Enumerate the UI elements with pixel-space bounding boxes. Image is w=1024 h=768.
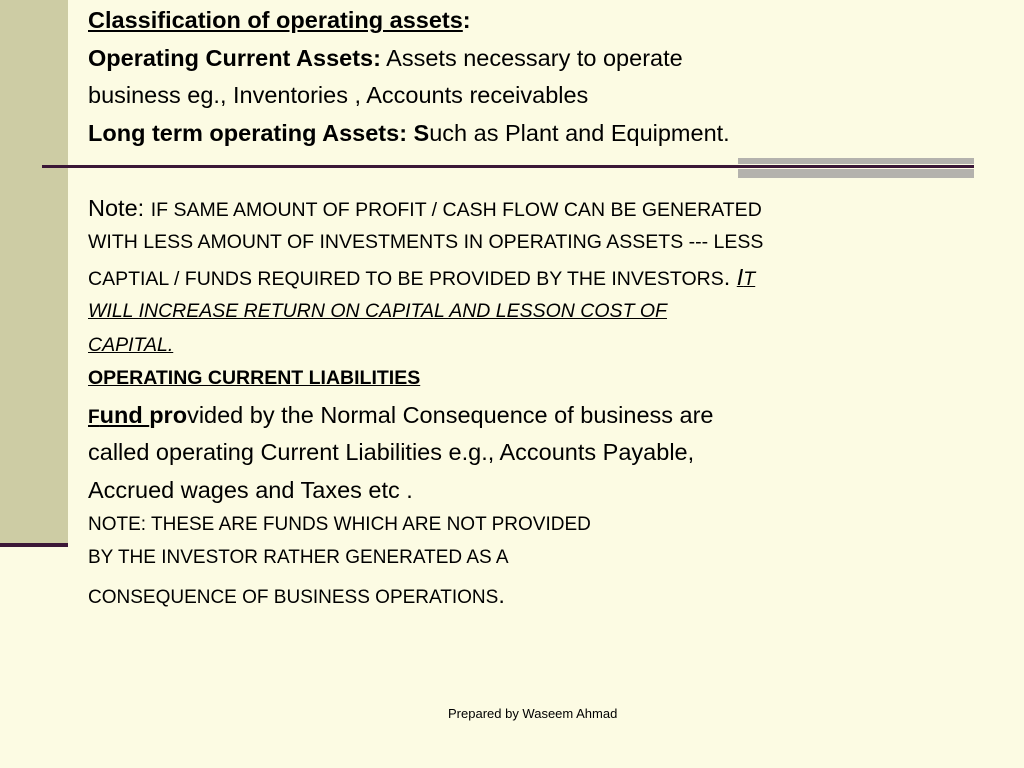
period: . — [723, 264, 737, 290]
text-line: business eg., Inventories , Accounts receivables — [88, 82, 589, 108]
text-line: CONSEQUENCE OF BUSINESS OPERATIONS. — [88, 582, 505, 608]
note-text: CAPTIAL / FUNDS REQUIRED TO BE PROVIDED BY THE INVESTORS — [88, 268, 724, 290]
liabilities-heading — [88, 363, 420, 393]
term-label: Long term operating Assets: S — [88, 120, 430, 146]
rule-accent-bottom — [738, 169, 974, 178]
text-rest: vided by the Normal Consequence of business are — [187, 402, 714, 428]
emphasis-text: WILL INCREASE RETURN ON CAPITAL AND LESSON COST OF — [88, 300, 667, 322]
text-line: Accrued wages and Taxes etc . — [88, 477, 413, 503]
emphasis-line — [88, 296, 667, 326]
emphasis-line — [88, 330, 173, 360]
note-line — [88, 193, 762, 225]
slide-heading — [88, 5, 471, 35]
text-line: BY THE INVESTOR RATHER GENERATED AS A — [88, 547, 509, 568]
term-definition: Assets necessary to operate — [380, 45, 683, 71]
fund-provided-line — [88, 400, 714, 433]
note-text: IF SAME AMOUNT OF PROFIT / CASH FLOW CAN BE GENERATED — [150, 199, 762, 221]
emphasis-start: IT — [736, 264, 756, 290]
fund-term: Fund — [88, 402, 150, 428]
text-line: WITH LESS AMOUNT OF INVESTMENTS IN OPERATING ASSETS --- LESS — [88, 231, 764, 253]
text-line: NOTE: THESE ARE FUNDS WHICH ARE NOT PROVIDED — [88, 514, 591, 535]
horizontal-rule — [42, 165, 974, 168]
sidebar-bar — [0, 0, 68, 547]
footer-credit: Prepared by Waseem Ahmad — [448, 706, 618, 721]
text-line: called operating Current Liabilities e.g., Accounts Payable, — [88, 439, 695, 465]
emphasis-text: CAPITAL. — [88, 334, 174, 356]
pro-text: pro — [149, 402, 188, 428]
sidebar-divider — [0, 543, 68, 547]
long-term-assets-line — [88, 118, 730, 148]
heading-colon: : — [462, 7, 471, 33]
section-heading: OPERATING CURRENT LIABILITIES — [88, 367, 421, 389]
operating-current-assets-line — [88, 43, 683, 73]
note-label: Note: — [88, 195, 151, 221]
text-line — [88, 262, 755, 294]
rule-accent-top — [738, 158, 974, 164]
term-label: Operating Current Assets: — [88, 45, 381, 71]
term-definition: uch as Plant and Equipment. — [429, 120, 730, 146]
heading-text: Classification of operating assets — [88, 7, 463, 33]
